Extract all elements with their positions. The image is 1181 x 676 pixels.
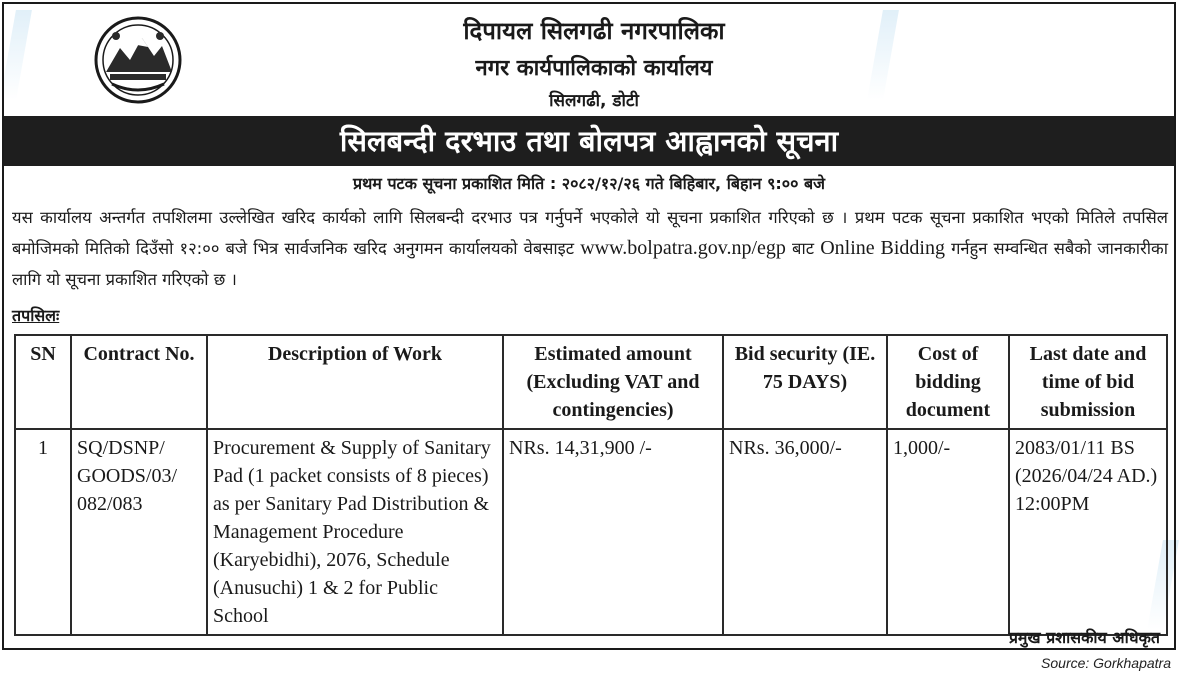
office-name: नगर कार्यपालिकाको कार्यालय: [475, 56, 713, 81]
cell-contract-no: SQ/DSNP/ GOODS/03/ 082/083: [71, 429, 207, 635]
table-row: [15, 429, 1167, 635]
schedule-label: तपसिलः: [12, 306, 60, 325]
header-cost-of-bidding: Cost of bidding document: [887, 335, 1009, 429]
header-sn: SN: [15, 335, 71, 429]
header: [4, 4, 1174, 114]
header-description: Description of Work: [207, 335, 503, 429]
office-location: सिलगढी, डोटी: [549, 91, 639, 111]
header-estimated-amount: Estimated amount (Excluding VAT and contingencies): [503, 335, 723, 429]
cell-last-date: 2083/01/11 BS (2026/04/24 AD.) 12:00PM: [1009, 429, 1167, 635]
publication-date: प्रथम पटक सूचना प्रकाशित मिति : २०८२/१२/२६ गते बिहिबार, बिहान ९:०० बजे: [352, 174, 826, 193]
notice-text-mid: बाट: [785, 239, 821, 258]
table-header-row: [15, 335, 1167, 429]
source-credit: Source: Gorkhapatra: [1041, 655, 1171, 671]
notice-text-end: गर्नहुन सम्वन्धित सबैको जानकारीका लागि यो सूचना प्रकाशित गरिएको छ ।: [12, 239, 1168, 289]
bolpatra-url: www.bolpatra.gov.np/egp: [580, 237, 786, 259]
header-last-date: Last date and time of bid submission: [1009, 335, 1167, 429]
notice-frame: [2, 2, 1176, 650]
header-contract-no: Contract No.: [71, 335, 207, 429]
online-bidding-text: Online Bidding: [820, 237, 945, 259]
bid-schedule-table: [14, 334, 1168, 636]
cell-cost-of-bidding: 1,000/-: [887, 429, 1009, 635]
signatory-title: प्रमुख प्रशासकीय अधिकृत: [1008, 628, 1160, 647]
cell-sn: 1: [15, 429, 71, 635]
cell-estimated-amount: NRs. 14,31,900 /-: [503, 429, 723, 635]
cell-description: Procurement & Supply of Sanitary Pad (1 packet consists of 8 pieces) as per Sanitary Pad Distribution & Management Procedure (Karyebidhi), 2076, Schedule (Anusuchi) 1 & 2 for Public School: [207, 429, 503, 635]
municipality-name: दिपायल सिलगढी नगरपालिका: [463, 17, 725, 45]
notice-body: [12, 202, 1168, 295]
header-bid-security: Bid security (IE. 75 DAYS): [723, 335, 887, 429]
cell-bid-security: NRs. 36,000/-: [723, 429, 887, 635]
notice-title-banner: सिलबन्दी दरभाउ तथा बोलपत्र आह्वानको सूचना: [4, 116, 1174, 166]
notice-text-intro: यस कार्यालय अन्तर्गत तपशिलमा उल्लेखित खरिद कार्यको लागि सिलबन्दी दरभाउ पत्र गर्नुपर्ने भएकोले यो सूचना प्रकाशित गरिएको छ । प्रथम पटक सूचना प्रकाशित भएको मितिले तपसिल बमोजिमको मितिको दिउँसो १२:०० बजे भित्र सार्वजनिक खरिद अनुगमन कार्यालयको वेबसाइट: [12, 208, 1168, 258]
